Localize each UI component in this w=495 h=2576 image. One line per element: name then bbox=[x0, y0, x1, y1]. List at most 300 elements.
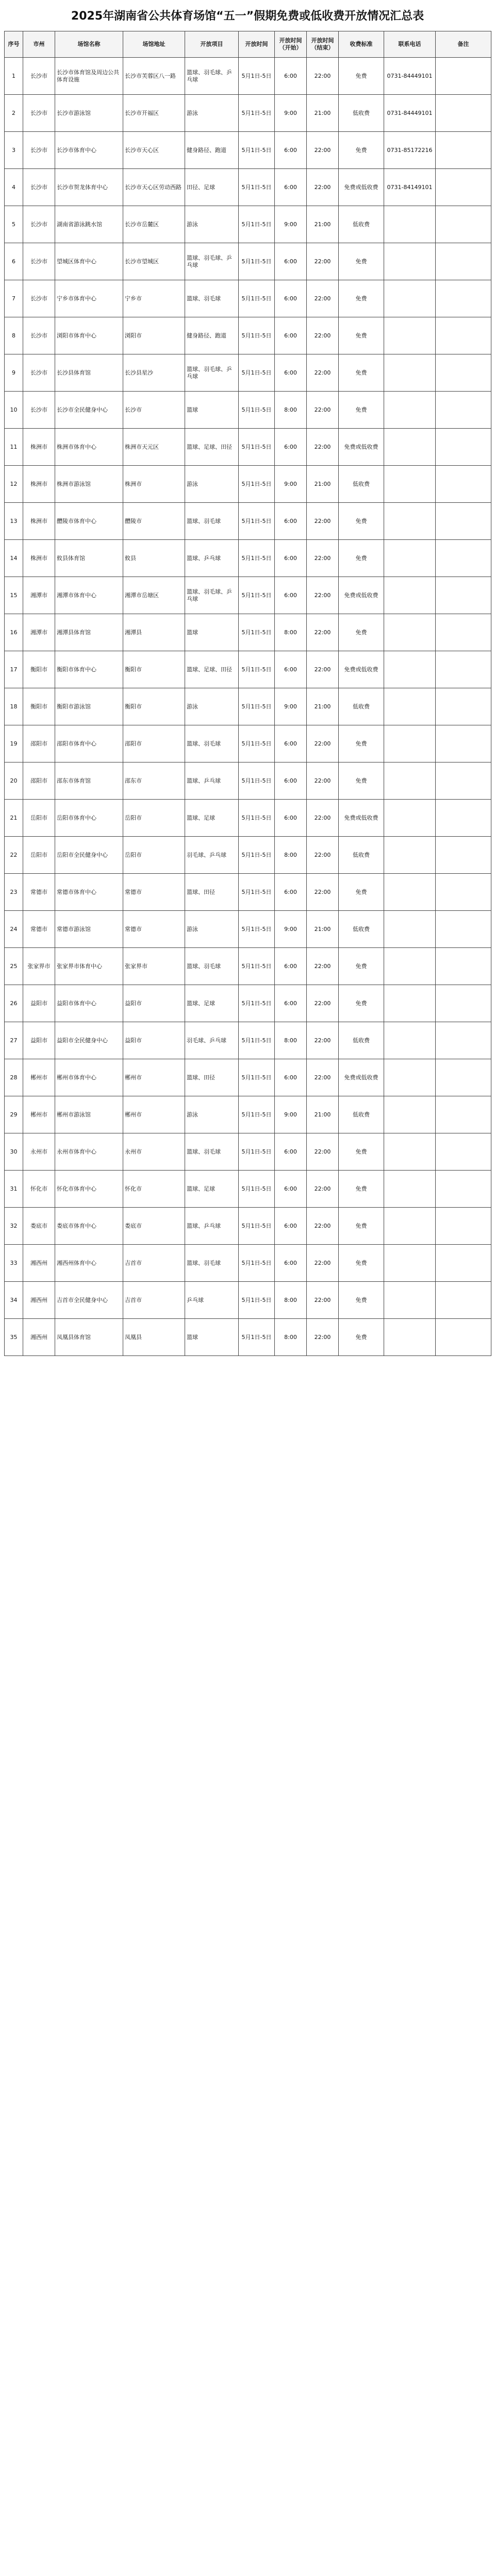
table-cell: 羽毛球、乒乓球 bbox=[185, 1022, 239, 1059]
table-cell: 0731-84149101 bbox=[384, 169, 436, 206]
table-cell: 免费 bbox=[339, 1208, 384, 1245]
table-cell bbox=[436, 911, 491, 948]
table-cell bbox=[384, 1208, 436, 1245]
table-row bbox=[5, 948, 491, 985]
table-cell: 5月1日-5日 bbox=[239, 800, 275, 837]
table-cell: 5月1日-5日 bbox=[239, 1059, 275, 1096]
table-cell: 1 bbox=[5, 58, 23, 95]
table-cell: 22:00 bbox=[307, 577, 339, 614]
table-cell bbox=[384, 1245, 436, 1282]
table-cell: 15 bbox=[5, 577, 23, 614]
table-cell: 4 bbox=[5, 169, 23, 206]
table-cell: 健身路径、跑道 bbox=[185, 317, 239, 354]
table-cell: 8:00 bbox=[275, 392, 307, 429]
table-row bbox=[5, 169, 491, 206]
table-cell: 常德市 bbox=[23, 911, 55, 948]
table-cell: 低收费 bbox=[339, 688, 384, 725]
table-cell bbox=[436, 762, 491, 800]
table-cell: 低收费 bbox=[339, 837, 384, 874]
table-row bbox=[5, 1133, 491, 1171]
table-cell: 株洲市天元区 bbox=[123, 429, 185, 466]
table-cell: 邵东市 bbox=[123, 762, 185, 800]
table-cell: 岳阳市 bbox=[123, 837, 185, 874]
col-header: 市州 bbox=[23, 31, 55, 58]
table-cell bbox=[436, 1319, 491, 1356]
table-cell: 篮球、田径 bbox=[185, 1059, 239, 1096]
table-cell: 6:00 bbox=[275, 948, 307, 985]
table-cell: 长沙市贺龙体育中心 bbox=[55, 169, 123, 206]
table-cell: 湘西州 bbox=[23, 1245, 55, 1282]
table-cell: 游泳 bbox=[185, 95, 239, 132]
table-row bbox=[5, 911, 491, 948]
table-cell: 篮球、乒乓球 bbox=[185, 540, 239, 577]
table-cell: 35 bbox=[5, 1319, 23, 1356]
table-cell: 湘潭市岳塘区 bbox=[123, 577, 185, 614]
table-cell: 永州市体育中心 bbox=[55, 1133, 123, 1171]
document-page bbox=[4, 0, 491, 1356]
table-cell: 免费 bbox=[339, 317, 384, 354]
table-cell: 5月1日-5日 bbox=[239, 317, 275, 354]
table-cell bbox=[436, 985, 491, 1022]
table-cell: 常德市体育中心 bbox=[55, 874, 123, 911]
table-cell: 攸县 bbox=[123, 540, 185, 577]
table-cell: 21:00 bbox=[307, 1096, 339, 1133]
table-cell bbox=[384, 1059, 436, 1096]
col-header: 开放时间（结束） bbox=[307, 31, 339, 58]
table-cell bbox=[384, 429, 436, 466]
table-cell: 17 bbox=[5, 651, 23, 688]
table-cell: 28 bbox=[5, 1059, 23, 1096]
table-cell: 免费 bbox=[339, 354, 384, 392]
table-cell: 浏阳市体育中心 bbox=[55, 317, 123, 354]
table-cell bbox=[436, 577, 491, 614]
table-cell: 26 bbox=[5, 985, 23, 1022]
table-cell: 14 bbox=[5, 540, 23, 577]
table-cell: 免费 bbox=[339, 540, 384, 577]
table-cell: 5月1日-5日 bbox=[239, 688, 275, 725]
table-cell: 湘西州 bbox=[23, 1282, 55, 1319]
table-cell: 21 bbox=[5, 800, 23, 837]
document-title: 2025年湖南省公共体育场馆“五一”假期免费或低收费开放情况汇总表 bbox=[71, 10, 424, 23]
table-cell: 长沙县星沙 bbox=[123, 354, 185, 392]
table-cell: 低收费 bbox=[339, 1022, 384, 1059]
table-cell: 22:00 bbox=[307, 1171, 339, 1208]
table-cell: 篮球、足球 bbox=[185, 1171, 239, 1208]
table-row bbox=[5, 1096, 491, 1133]
table-cell: 5月1日-5日 bbox=[239, 762, 275, 800]
table-cell: 22:00 bbox=[307, 1059, 339, 1096]
table-cell: 低收费 bbox=[339, 95, 384, 132]
table-cell bbox=[384, 466, 436, 503]
table-cell bbox=[384, 762, 436, 800]
table-cell: 常德市游泳馆 bbox=[55, 911, 123, 948]
table-cell: 9:00 bbox=[275, 206, 307, 243]
table-cell bbox=[384, 1319, 436, 1356]
table-cell: 5月1日-5日 bbox=[239, 206, 275, 243]
table-cell: 低收费 bbox=[339, 466, 384, 503]
table-cell: 5月1日-5日 bbox=[239, 466, 275, 503]
table-cell bbox=[384, 392, 436, 429]
table-cell: 5月1日-5日 bbox=[239, 874, 275, 911]
table-cell: 22:00 bbox=[307, 429, 339, 466]
table-cell: 8 bbox=[5, 317, 23, 354]
table-cell: 8:00 bbox=[275, 837, 307, 874]
table-cell: 长沙市 bbox=[123, 392, 185, 429]
table-cell: 9 bbox=[5, 354, 23, 392]
table-cell: 22:00 bbox=[307, 651, 339, 688]
table-row bbox=[5, 317, 491, 354]
table-cell: 免费 bbox=[339, 1171, 384, 1208]
table-cell: 免费或低收费 bbox=[339, 1059, 384, 1096]
table-cell: 益阳市体育中心 bbox=[55, 985, 123, 1022]
table-cell: 5月1日-5日 bbox=[239, 1245, 275, 1282]
table-cell bbox=[384, 948, 436, 985]
table-cell: 郴州市体育中心 bbox=[55, 1059, 123, 1096]
table-cell: 19 bbox=[5, 725, 23, 762]
table-cell bbox=[384, 725, 436, 762]
table-cell: 益阳市 bbox=[23, 985, 55, 1022]
table-cell bbox=[436, 503, 491, 540]
table-cell: 5月1日-5日 bbox=[239, 1171, 275, 1208]
table-cell: 5月1日-5日 bbox=[239, 911, 275, 948]
table-cell: 6:00 bbox=[275, 1208, 307, 1245]
table-cell: 株洲市游泳馆 bbox=[55, 466, 123, 503]
table-cell: 6:00 bbox=[275, 577, 307, 614]
table-cell: 免费 bbox=[339, 985, 384, 1022]
table-cell: 株洲市 bbox=[23, 540, 55, 577]
table-cell: 长沙市 bbox=[23, 317, 55, 354]
table-cell: 邵阳市体育中心 bbox=[55, 725, 123, 762]
table-cell: 5月1日-5日 bbox=[239, 503, 275, 540]
table-cell: 34 bbox=[5, 1282, 23, 1319]
table-cell: 5月1日-5日 bbox=[239, 1133, 275, 1171]
table-cell: 邵阳市 bbox=[23, 762, 55, 800]
table-cell: 篮球、羽毛球、乒乓球 bbox=[185, 243, 239, 280]
table-cell: 游泳 bbox=[185, 911, 239, 948]
table-cell: 郴州市 bbox=[23, 1059, 55, 1096]
table-cell: 22:00 bbox=[307, 243, 339, 280]
col-header: 备注 bbox=[436, 31, 491, 58]
table-cell: 6:00 bbox=[275, 762, 307, 800]
table-row bbox=[5, 651, 491, 688]
table-cell: 免费 bbox=[339, 1245, 384, 1282]
table-cell bbox=[384, 503, 436, 540]
table-cell: 田径、足球 bbox=[185, 169, 239, 206]
table-cell: 凤凰县体育馆 bbox=[55, 1319, 123, 1356]
table-cell: 永州市 bbox=[23, 1133, 55, 1171]
table-cell: 篮球、乒乓球 bbox=[185, 762, 239, 800]
table-cell: 张家界市 bbox=[123, 948, 185, 985]
table-row bbox=[5, 243, 491, 280]
table-cell bbox=[384, 800, 436, 837]
table-cell: 篮球 bbox=[185, 614, 239, 651]
table-cell: 2 bbox=[5, 95, 23, 132]
table-cell: 22:00 bbox=[307, 837, 339, 874]
table-cell: 免费 bbox=[339, 280, 384, 317]
table-cell: 湘西州 bbox=[23, 1319, 55, 1356]
table-cell: 免费 bbox=[339, 132, 384, 169]
col-header: 场馆地址 bbox=[123, 31, 185, 58]
table-cell: 免费 bbox=[339, 948, 384, 985]
table-cell: 8:00 bbox=[275, 1319, 307, 1356]
table-cell: 20 bbox=[5, 762, 23, 800]
col-header: 场馆名称 bbox=[55, 31, 123, 58]
table-cell: 5月1日-5日 bbox=[239, 651, 275, 688]
table-cell: 湘潭市体育中心 bbox=[55, 577, 123, 614]
table-cell: 5月1日-5日 bbox=[239, 614, 275, 651]
table-cell: 长沙市开福区 bbox=[123, 95, 185, 132]
table-cell: 篮球、田径 bbox=[185, 874, 239, 911]
table-cell: 望城区体育中心 bbox=[55, 243, 123, 280]
table-cell bbox=[436, 725, 491, 762]
table-cell bbox=[384, 577, 436, 614]
table-cell: 5月1日-5日 bbox=[239, 1319, 275, 1356]
table-cell: 长沙市 bbox=[23, 354, 55, 392]
col-header: 开放项目 bbox=[185, 31, 239, 58]
table-cell: 22:00 bbox=[307, 762, 339, 800]
table-cell: 篮球、羽毛球 bbox=[185, 1245, 239, 1282]
table-cell: 6:00 bbox=[275, 1059, 307, 1096]
col-header: 收费标准 bbox=[339, 31, 384, 58]
table-cell: 吉首市 bbox=[123, 1245, 185, 1282]
table-cell bbox=[436, 1059, 491, 1096]
table-cell: 21:00 bbox=[307, 911, 339, 948]
table-cell: 6:00 bbox=[275, 540, 307, 577]
table-cell bbox=[384, 540, 436, 577]
table-cell: 篮球、足球、田径 bbox=[185, 651, 239, 688]
table-cell: 湘潭市 bbox=[23, 577, 55, 614]
table-row bbox=[5, 1208, 491, 1245]
table-cell bbox=[436, 280, 491, 317]
table-cell: 湘潭县体育馆 bbox=[55, 614, 123, 651]
table-cell: 5月1日-5日 bbox=[239, 837, 275, 874]
table-cell: 10 bbox=[5, 392, 23, 429]
table-cell: 邵东市体育馆 bbox=[55, 762, 123, 800]
table-cell: 益阳市 bbox=[123, 1022, 185, 1059]
table-row bbox=[5, 429, 491, 466]
table-cell bbox=[436, 466, 491, 503]
table-cell: 5月1日-5日 bbox=[239, 725, 275, 762]
table-cell: 湘潭县 bbox=[123, 614, 185, 651]
table-cell: 5月1日-5日 bbox=[239, 577, 275, 614]
table-cell: 长沙市 bbox=[23, 169, 55, 206]
table-row bbox=[5, 1171, 491, 1208]
col-header: 开放时间 bbox=[239, 31, 275, 58]
table-cell: 32 bbox=[5, 1208, 23, 1245]
table-cell: 30 bbox=[5, 1133, 23, 1171]
table-cell: 衡阳市游泳馆 bbox=[55, 688, 123, 725]
table-row bbox=[5, 354, 491, 392]
table-cell bbox=[436, 1022, 491, 1059]
table-row bbox=[5, 1022, 491, 1059]
table-cell bbox=[384, 243, 436, 280]
table-cell: 郴州市 bbox=[23, 1096, 55, 1133]
table-cell: 6:00 bbox=[275, 317, 307, 354]
table-row bbox=[5, 280, 491, 317]
table-cell: 31 bbox=[5, 1171, 23, 1208]
table-cell: 篮球 bbox=[185, 1319, 239, 1356]
table-cell: 凤凰县 bbox=[123, 1319, 185, 1356]
table-cell: 株洲市 bbox=[23, 466, 55, 503]
table-cell: 浏阳市 bbox=[123, 317, 185, 354]
table-cell: 13 bbox=[5, 503, 23, 540]
table-cell bbox=[384, 688, 436, 725]
table-cell bbox=[384, 874, 436, 911]
table-cell: 湖南省游泳跳水馆 bbox=[55, 206, 123, 243]
table-cell: 郴州市 bbox=[123, 1096, 185, 1133]
table-cell bbox=[436, 58, 491, 95]
table-cell: 21:00 bbox=[307, 95, 339, 132]
table-cell: 篮球、足球 bbox=[185, 985, 239, 1022]
table-cell: 6:00 bbox=[275, 874, 307, 911]
table-cell: 乒乓球 bbox=[185, 1282, 239, 1319]
table-row bbox=[5, 614, 491, 651]
table-cell: 长沙市 bbox=[23, 58, 55, 95]
table-cell: 5月1日-5日 bbox=[239, 985, 275, 1022]
table-cell: 游泳 bbox=[185, 688, 239, 725]
table-row bbox=[5, 762, 491, 800]
table-cell: 篮球、足球、田径 bbox=[185, 429, 239, 466]
table-cell bbox=[436, 1282, 491, 1319]
table-cell: 宁乡市 bbox=[123, 280, 185, 317]
table-cell: 6:00 bbox=[275, 651, 307, 688]
table-row bbox=[5, 874, 491, 911]
table-cell bbox=[436, 837, 491, 874]
table-cell bbox=[436, 95, 491, 132]
table-cell: 6:00 bbox=[275, 132, 307, 169]
table-cell: 22:00 bbox=[307, 317, 339, 354]
table-cell: 衡阳市 bbox=[23, 651, 55, 688]
table-cell: 9:00 bbox=[275, 688, 307, 725]
table-cell: 游泳 bbox=[185, 206, 239, 243]
table-cell: 5 bbox=[5, 206, 23, 243]
table-row bbox=[5, 985, 491, 1022]
table-cell: 6:00 bbox=[275, 800, 307, 837]
table-cell: 岳阳市全民健身中心 bbox=[55, 837, 123, 874]
table-cell: 篮球、羽毛球、乒乓球 bbox=[185, 577, 239, 614]
table-cell: 6:00 bbox=[275, 725, 307, 762]
table-cell: 5月1日-5日 bbox=[239, 392, 275, 429]
table-cell: 长沙市体育馆及周边公共体育设施 bbox=[55, 58, 123, 95]
table-cell: 长沙县体育馆 bbox=[55, 354, 123, 392]
table-cell bbox=[384, 206, 436, 243]
table-cell: 29 bbox=[5, 1096, 23, 1133]
table-cell: 21:00 bbox=[307, 688, 339, 725]
table-cell: 22:00 bbox=[307, 1022, 339, 1059]
table-cell bbox=[436, 1133, 491, 1171]
table-cell bbox=[436, 206, 491, 243]
table-cell: 5月1日-5日 bbox=[239, 95, 275, 132]
table-cell: 长沙市天心区 bbox=[123, 132, 185, 169]
table-cell: 5月1日-5日 bbox=[239, 243, 275, 280]
table-cell: 18 bbox=[5, 688, 23, 725]
table-cell: 株洲市 bbox=[123, 466, 185, 503]
table-cell: 常德市 bbox=[123, 911, 185, 948]
table-cell bbox=[436, 874, 491, 911]
table-cell: 免费或低收费 bbox=[339, 429, 384, 466]
table-cell: 长沙市 bbox=[23, 95, 55, 132]
table-cell: 5月1日-5日 bbox=[239, 1282, 275, 1319]
table-cell: 免费或低收费 bbox=[339, 651, 384, 688]
table-cell: 8:00 bbox=[275, 1022, 307, 1059]
table-cell bbox=[436, 688, 491, 725]
table-cell: 篮球、羽毛球 bbox=[185, 280, 239, 317]
table-cell: 岳阳市 bbox=[123, 800, 185, 837]
table-cell: 6:00 bbox=[275, 58, 307, 95]
table-cell bbox=[436, 614, 491, 651]
table-cell: 免费 bbox=[339, 874, 384, 911]
table-cell: 岳阳市 bbox=[23, 837, 55, 874]
table-cell bbox=[384, 985, 436, 1022]
table-cell: 免费 bbox=[339, 1133, 384, 1171]
table-cell: 6:00 bbox=[275, 280, 307, 317]
table-cell: 长沙市望城区 bbox=[123, 243, 185, 280]
table-cell: 低收费 bbox=[339, 911, 384, 948]
table-cell: 8:00 bbox=[275, 1282, 307, 1319]
table-cell: 免费 bbox=[339, 614, 384, 651]
col-header: 序号 bbox=[5, 31, 23, 58]
table-cell bbox=[384, 1022, 436, 1059]
table-row bbox=[5, 688, 491, 725]
table-cell bbox=[436, 540, 491, 577]
table-row bbox=[5, 540, 491, 577]
table-cell: 长沙市芙蓉区八一路 bbox=[123, 58, 185, 95]
table-cell bbox=[384, 614, 436, 651]
table-cell bbox=[436, 132, 491, 169]
table-cell: 5月1日-5日 bbox=[239, 429, 275, 466]
table-cell: 22:00 bbox=[307, 540, 339, 577]
table-cell: 5月1日-5日 bbox=[239, 948, 275, 985]
table-cell: 常德市 bbox=[123, 874, 185, 911]
table-row bbox=[5, 725, 491, 762]
table-cell: 郴州市 bbox=[123, 1059, 185, 1096]
table-cell: 游泳 bbox=[185, 466, 239, 503]
table-cell: 8:00 bbox=[275, 614, 307, 651]
table-cell bbox=[436, 1245, 491, 1282]
table-cell: 23 bbox=[5, 874, 23, 911]
table-cell: 22:00 bbox=[307, 1133, 339, 1171]
table-cell: 9:00 bbox=[275, 466, 307, 503]
table-cell bbox=[436, 1096, 491, 1133]
table-cell: 娄底市体育中心 bbox=[55, 1208, 123, 1245]
table-cell: 0731-85172216 bbox=[384, 132, 436, 169]
table-cell: 22:00 bbox=[307, 1282, 339, 1319]
table-cell: 免费 bbox=[339, 392, 384, 429]
table-cell: 9:00 bbox=[275, 911, 307, 948]
table-cell: 免费或低收费 bbox=[339, 800, 384, 837]
table-cell: 33 bbox=[5, 1245, 23, 1282]
table-row bbox=[5, 503, 491, 540]
table-cell: 吉首市 bbox=[123, 1282, 185, 1319]
table-row bbox=[5, 1059, 491, 1096]
table-cell: 9:00 bbox=[275, 95, 307, 132]
table-cell: 5月1日-5日 bbox=[239, 132, 275, 169]
venue-table bbox=[4, 31, 491, 1356]
table-cell bbox=[384, 280, 436, 317]
table-cell bbox=[384, 317, 436, 354]
table-cell: 6:00 bbox=[275, 1245, 307, 1282]
table-cell bbox=[384, 1133, 436, 1171]
table-cell: 5月1日-5日 bbox=[239, 169, 275, 206]
table-cell: 5月1日-5日 bbox=[239, 540, 275, 577]
table-cell: 娄底市 bbox=[23, 1208, 55, 1245]
table-cell: 篮球、羽毛球 bbox=[185, 948, 239, 985]
table-cell: 醴陵市体育中心 bbox=[55, 503, 123, 540]
table-body bbox=[5, 58, 491, 1356]
table-cell: 长沙市 bbox=[23, 280, 55, 317]
table-cell bbox=[436, 354, 491, 392]
table-cell: 长沙市 bbox=[23, 392, 55, 429]
